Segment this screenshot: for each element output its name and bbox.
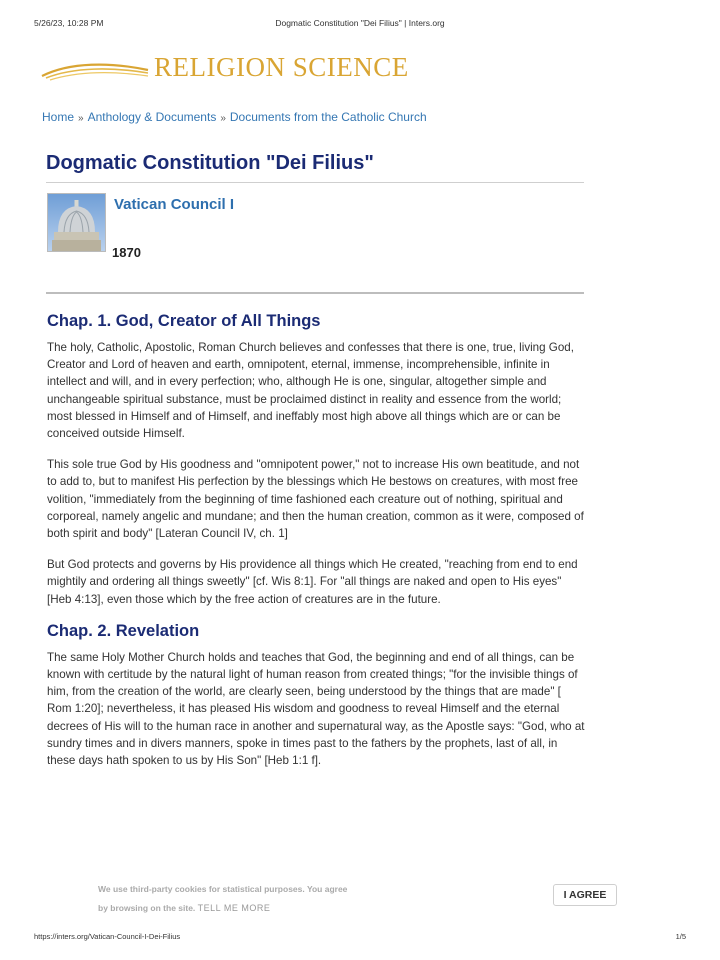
tell-me-more-link[interactable]: TELL ME MORE (197, 903, 271, 913)
header-divider (46, 292, 584, 294)
chapter-heading: Chap. 1. God, Creator of All Things (47, 312, 321, 330)
print-date: 5/26/23, 10:28 PM (34, 18, 104, 28)
site-logo[interactable] (40, 52, 440, 86)
title-divider (46, 182, 584, 183)
print-url: https://inters.org/Vatican-Council-I-Dei-Filius (34, 932, 181, 941)
swoosh-logo-icon (40, 58, 150, 82)
publication-year: 1870 (112, 245, 141, 260)
breadcrumb-anthology[interactable]: Anthology & Documents (87, 110, 217, 124)
print-tab-title: Dogmatic Constitution "Dei Filius" | Inters.org (275, 18, 445, 28)
breadcrumb-separator: » (220, 113, 226, 124)
breadcrumb-home[interactable]: Home (42, 110, 75, 124)
breadcrumb-separator: » (78, 113, 84, 124)
dome-thumbnail-image[interactable] (47, 193, 106, 252)
author-link[interactable]: Vatican Council I (114, 196, 235, 213)
breadcrumb (42, 110, 427, 124)
print-footer (34, 932, 686, 944)
page-number: 1/5 (675, 932, 686, 941)
page-title: Dogmatic Constitution "Dei Filius" (46, 152, 374, 174)
paragraph: But God protects and governs by His providence all things which He created, "reaching from end to end mightily and ordering all things sweetly" [cf. Wis 8:1]. For "all things are naked and open to His eyes" [Heb 4:13], even those which by the free action of creatures are in the future. (47, 558, 578, 606)
document-body (47, 312, 585, 783)
cookie-line-1: We use third-party cookies for statistical purposes. You agree (98, 884, 348, 894)
agree-button[interactable]: I AGREE (553, 884, 617, 906)
logo-text: RELIGION SCIENCE (154, 52, 409, 82)
breadcrumb-catholic-documents[interactable]: Documents from the Catholic Church (229, 110, 427, 124)
paragraph: The holy, Catholic, Apostolic, Roman Church believes and confesses that there is one, true, living God, Creator and Lord of heaven and earth, omnipotent, eternal, immense, incomprehensible, infinite in intellect and will, and in every perfection; who, although He is one, singular, altogether simple and unchangeable spiritual substance, must be proclaimed distinct in reality and essence from the world; most blessed in Himself and of Himself, and ineffably most high above all things which are or can be conceived outside Himself. (47, 341, 574, 441)
paragraph: The same Holy Mother Church holds and teaches that God, the beginning and end of all things, can be known with certitude by the natural light of human reason from created things; "for the invisible things of him, from the creation of the world, are clearly seen, being understood by the things that are made" [ Rom 1:20]; nevertheless, it has pleased His wisdom and goodness to reveal Himself and the eternal decrees of His will to the human race in another and supernatural way, as the Apostle says: "God, who at sundry times and in divers manners, spoke in times past to the fathers by the prophets, last of all, in these days hath spoken to us by His Son" [Heb 1:1 f]. (47, 650, 585, 768)
cookie-banner (0, 880, 720, 920)
print-header (34, 18, 686, 32)
cookie-line-2: by browsing on the site. (98, 903, 196, 913)
cookie-message (98, 880, 398, 918)
paragraph: This sole true God by His goodness and "omnipotent power," not to increase His own beatitude, and not to add to, but to manifest His perfection by the blessings which He bestows on creatures, with most free volition, "immediately from the beginning of time fashioned each creature out of nothing, spiritual and corporeal, namely angelic and mundane; and then the human creation, common as it were, composed of both spirit and body" [Lateran Council IV, ch. 1] (47, 458, 584, 541)
chapter-heading: Chap. 2. Revelation (47, 621, 200, 640)
